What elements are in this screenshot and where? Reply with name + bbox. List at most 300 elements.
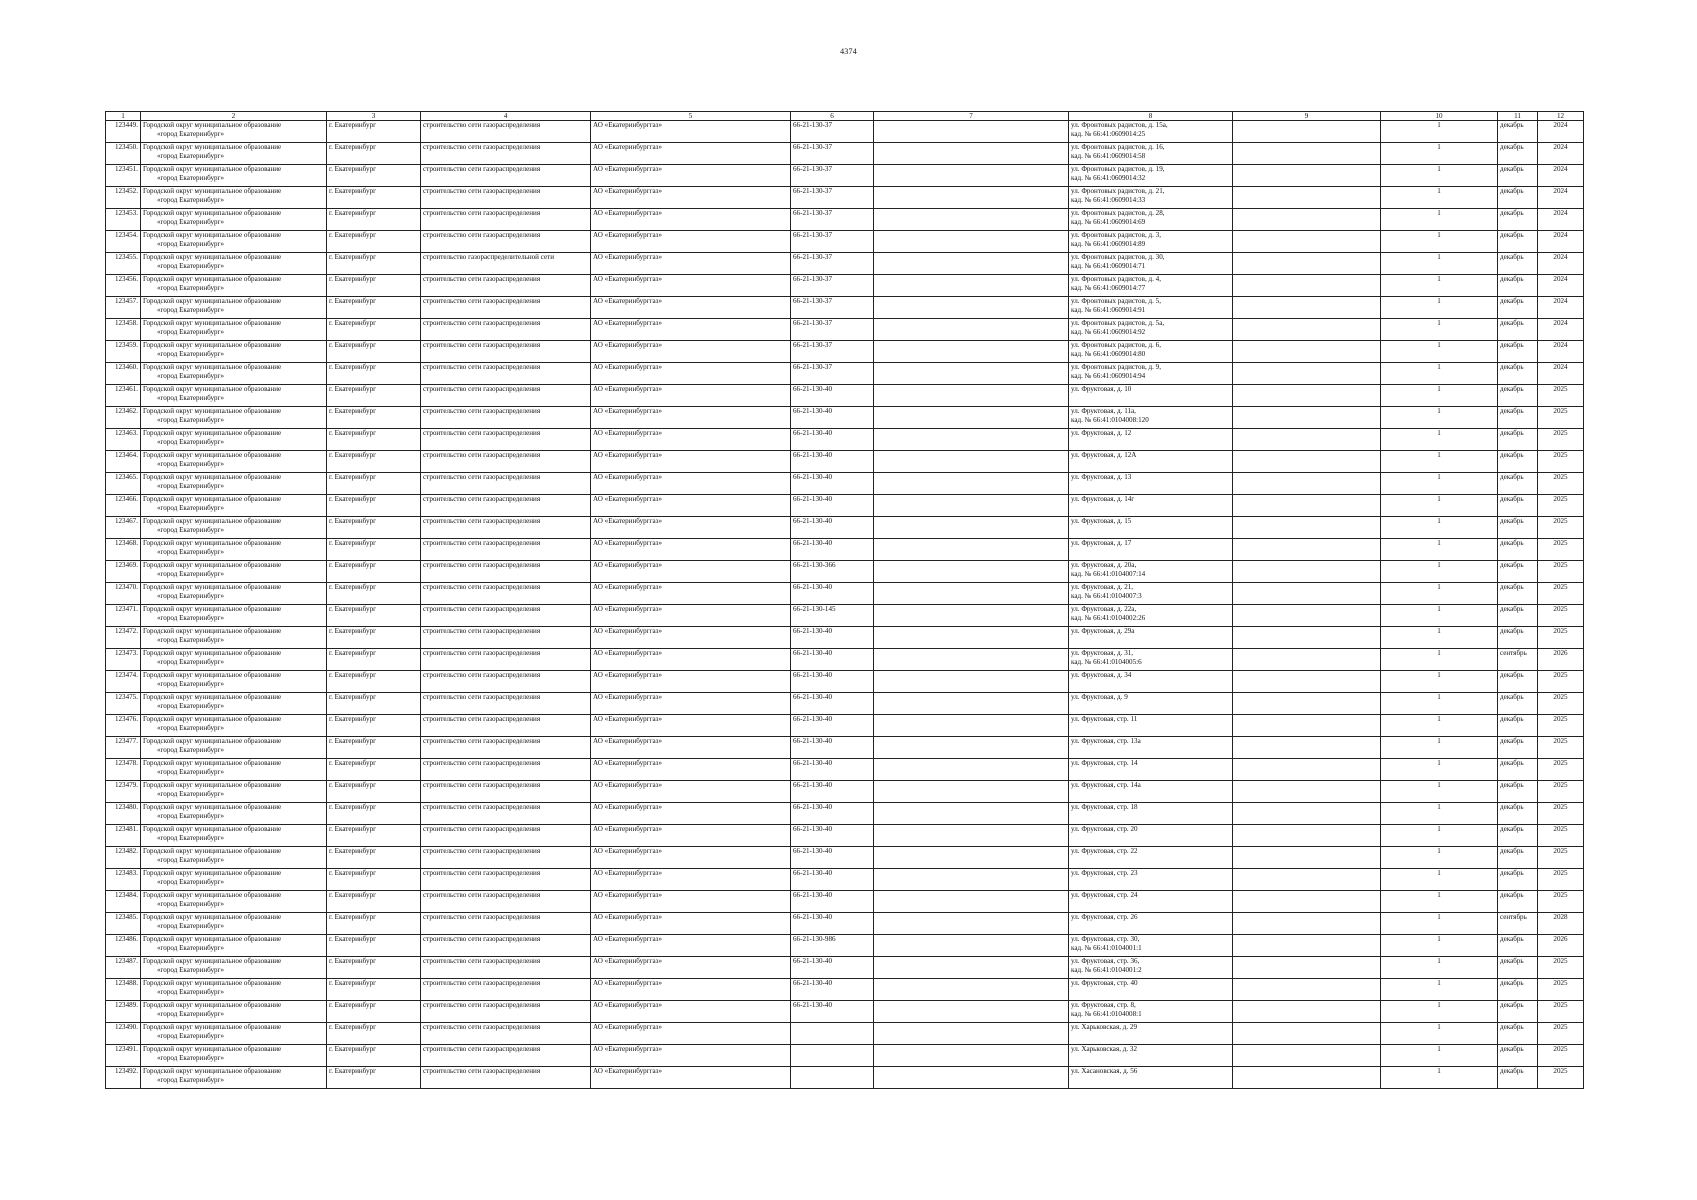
address-cell	[1069, 143, 1233, 165]
address-line-1: ул. Фронтовых радистов, д. 5,	[1071, 297, 1161, 305]
year-cell: 2024	[1538, 275, 1584, 297]
address-cell	[1069, 627, 1233, 649]
municipality-line-2: «город Екатеринбург»	[157, 921, 225, 930]
code-cell: 66-21-130-37	[791, 275, 874, 297]
table-row	[106, 693, 1584, 715]
column-9-cell	[1233, 583, 1381, 605]
municipality-line-1: Городской округ муниципальное образование	[143, 693, 282, 701]
column-7-cell	[874, 561, 1069, 583]
column-7-cell	[874, 759, 1069, 781]
month-cell: декабрь	[1498, 715, 1538, 737]
municipality-line-1: Городской округ муниципальное образование	[143, 869, 282, 877]
column-7-cell	[874, 363, 1069, 385]
column-9-cell	[1233, 1001, 1381, 1023]
table-row	[106, 1001, 1584, 1023]
month-cell: декабрь	[1498, 583, 1538, 605]
municipality-cell	[141, 803, 327, 825]
year-cell: 2025	[1538, 627, 1584, 649]
locality-cell: г. Екатеринбург	[327, 297, 421, 319]
count-cell: 1	[1381, 517, 1498, 539]
table-row	[106, 1045, 1584, 1067]
municipality-cell	[141, 1001, 327, 1023]
month-cell: сентябрь	[1498, 913, 1538, 935]
municipality-line-1: Городской округ муниципальное образование	[143, 231, 282, 239]
work-type-cell: строительство сети газораспределения	[421, 1001, 591, 1023]
organization-cell: АО «Екатеринбурггаз»	[591, 429, 791, 451]
cadastral-number: кад. № 66:41:0609014:94	[1071, 371, 1146, 380]
municipality-line-2: «город Екатеринбург»	[157, 503, 225, 512]
row-number: 123492.	[106, 1067, 141, 1089]
address-cell	[1069, 583, 1233, 605]
table-row	[106, 825, 1584, 847]
table-row	[106, 847, 1584, 869]
table-row	[106, 297, 1584, 319]
organization-cell: АО «Екатеринбурггаз»	[591, 319, 791, 341]
year-cell: 2025	[1538, 1067, 1584, 1089]
cadastral-number: кад. № 66:41:0609014:91	[1071, 305, 1146, 314]
municipality-cell	[141, 319, 327, 341]
column-7-cell	[874, 385, 1069, 407]
municipality-cell	[141, 693, 327, 715]
year-cell: 2025	[1538, 517, 1584, 539]
address-line-1: ул. Хасановская, д. 56	[1071, 1067, 1138, 1075]
municipality-line-2: «город Екатеринбург»	[157, 1075, 225, 1084]
work-type-cell: строительство сети газораспределения	[421, 187, 591, 209]
count-cell: 1	[1381, 935, 1498, 957]
organization-cell: АО «Екатеринбурггаз»	[591, 451, 791, 473]
work-type-cell: строительство сети газораспределения	[421, 715, 591, 737]
table-row	[106, 165, 1584, 187]
municipality-line-2: «город Екатеринбург»	[157, 635, 225, 644]
count-cell: 1	[1381, 165, 1498, 187]
locality-cell: г. Екатеринбург	[327, 539, 421, 561]
code-cell: 66-21-130-40	[791, 693, 874, 715]
municipality-line-1: Городской округ муниципальное образование	[143, 297, 282, 305]
municipality-cell	[141, 297, 327, 319]
table-row	[106, 341, 1584, 363]
organization-cell: АО «Екатеринбурггаз»	[591, 539, 791, 561]
year-cell: 2025	[1538, 979, 1584, 1001]
row-number: 123487.	[106, 957, 141, 979]
month-cell: декабрь	[1498, 407, 1538, 429]
code-cell: 66-21-130-37	[791, 363, 874, 385]
municipality-line-1: Городской округ муниципальное образование	[143, 803, 282, 811]
row-number: 123460.	[106, 363, 141, 385]
locality-cell: г. Екатеринбург	[327, 957, 421, 979]
month-cell: декабрь	[1498, 891, 1538, 913]
column-7-cell	[874, 1023, 1069, 1045]
month-cell: декабрь	[1498, 429, 1538, 451]
municipality-line-2: «город Екатеринбург»	[157, 393, 225, 402]
month-cell: декабрь	[1498, 759, 1538, 781]
table-row	[106, 385, 1584, 407]
count-cell: 1	[1381, 693, 1498, 715]
organization-cell: АО «Екатеринбурггаз»	[591, 495, 791, 517]
municipality-line-2: «город Екатеринбург»	[157, 261, 225, 270]
column-7-cell	[874, 539, 1069, 561]
address-cell	[1069, 319, 1233, 341]
address-line-1: ул. Фруктовая, д. 13	[1071, 473, 1132, 481]
code-cell: 66-21-130-40	[791, 957, 874, 979]
municipality-line-2: «город Екатеринбург»	[157, 789, 225, 798]
column-7-cell	[874, 583, 1069, 605]
year-cell: 2024	[1538, 165, 1584, 187]
row-number: 123485.	[106, 913, 141, 935]
cadastral-number: кад. № 66:41:0104008:120	[1071, 415, 1149, 424]
row-number: 123452.	[106, 187, 141, 209]
month-cell: декабрь	[1498, 539, 1538, 561]
municipality-line-1: Городской округ муниципальное образование	[143, 517, 282, 525]
municipality-cell	[141, 143, 327, 165]
address-cell	[1069, 385, 1233, 407]
table-row	[106, 913, 1584, 935]
table-row	[106, 231, 1584, 253]
work-type-cell: строительство сети газораспределения	[421, 143, 591, 165]
organization-cell: АО «Екатеринбурггаз»	[591, 1045, 791, 1067]
table-row	[106, 715, 1584, 737]
municipality-line-2: «город Екатеринбург»	[157, 811, 225, 820]
work-type-cell: строительство сети газораспределения	[421, 935, 591, 957]
municipality-line-2: «город Екатеринбург»	[157, 1053, 225, 1062]
municipality-line-2: «город Екатеринбург»	[157, 1009, 225, 1018]
locality-cell: г. Екатеринбург	[327, 319, 421, 341]
column-9-cell	[1233, 121, 1381, 143]
cadastral-number: кад. № 66:41:0609014:89	[1071, 239, 1146, 248]
table-row	[106, 759, 1584, 781]
address-cell	[1069, 297, 1233, 319]
work-type-cell: строительство сети газораспределения	[421, 759, 591, 781]
column-9-cell	[1233, 253, 1381, 275]
table-row	[106, 781, 1584, 803]
count-cell: 1	[1381, 759, 1498, 781]
cadastral-number: кад. № 66:41:0609014:92	[1071, 327, 1146, 336]
municipality-line-1: Городской округ муниципальное образование	[143, 759, 282, 767]
year-cell: 2025	[1538, 429, 1584, 451]
municipality-line-1: Городской округ муниципальное образование	[143, 1067, 282, 1075]
column-9-cell	[1233, 935, 1381, 957]
address-line-1: ул. Фронтовых радистов, д. 19,	[1071, 165, 1165, 173]
column-9-cell	[1233, 803, 1381, 825]
locality-cell: г. Екатеринбург	[327, 627, 421, 649]
month-cell: декабрь	[1498, 385, 1538, 407]
organization-cell: АО «Екатеринбурггаз»	[591, 385, 791, 407]
address-cell	[1069, 121, 1233, 143]
column-9-cell	[1233, 781, 1381, 803]
municipality-cell	[141, 121, 327, 143]
table-row	[106, 1067, 1584, 1089]
column-9-cell	[1233, 561, 1381, 583]
column-9-cell	[1233, 649, 1381, 671]
table-row	[106, 473, 1584, 495]
count-cell: 1	[1381, 1067, 1498, 1089]
locality-cell: г. Екатеринбург	[327, 363, 421, 385]
address-cell	[1069, 759, 1233, 781]
count-cell: 1	[1381, 473, 1498, 495]
municipality-line-1: Городской округ муниципальное образование	[143, 407, 282, 415]
cadastral-number: кад. № 66:41:0104001:2	[1071, 965, 1142, 974]
work-type-cell: строительство сети газораспределения	[421, 121, 591, 143]
municipality-line-1: Городской округ муниципальное образование	[143, 715, 282, 723]
table-row	[106, 121, 1584, 143]
locality-cell: г. Екатеринбург	[327, 935, 421, 957]
row-number: 123484.	[106, 891, 141, 913]
address-line-1: ул. Фруктовая, д. 31,	[1071, 649, 1134, 657]
cadastral-number: кад. № 66:41:0609014:80	[1071, 349, 1146, 358]
column-9-cell	[1233, 693, 1381, 715]
municipality-cell	[141, 649, 327, 671]
municipality-cell	[141, 495, 327, 517]
locality-cell: г. Екатеринбург	[327, 891, 421, 913]
work-type-cell: строительство газораспределительной сети	[421, 253, 591, 275]
column-9-cell	[1233, 957, 1381, 979]
municipality-cell	[141, 583, 327, 605]
table-row	[106, 539, 1584, 561]
code-cell: 66-21-130-40	[791, 781, 874, 803]
municipality-line-2: «город Екатеринбург»	[157, 987, 225, 996]
locality-cell: г. Екатеринбург	[327, 979, 421, 1001]
column-9-cell	[1233, 275, 1381, 297]
municipality-line-2: «город Екатеринбург»	[157, 195, 225, 204]
column-header-5: 5	[591, 112, 791, 121]
table-row	[106, 209, 1584, 231]
year-cell: 2024	[1538, 341, 1584, 363]
municipality-cell	[141, 979, 327, 1001]
column-7-cell	[874, 605, 1069, 627]
code-cell: 66-21-130-37	[791, 341, 874, 363]
organization-cell: АО «Екатеринбурггаз»	[591, 957, 791, 979]
count-cell: 1	[1381, 407, 1498, 429]
organization-cell: АО «Екатеринбурггаз»	[591, 803, 791, 825]
locality-cell: г. Екатеринбург	[327, 803, 421, 825]
organization-cell: АО «Екатеринбурггаз»	[591, 253, 791, 275]
address-cell	[1069, 209, 1233, 231]
table-row	[106, 583, 1584, 605]
municipality-cell	[141, 913, 327, 935]
code-cell: 66-21-130-37	[791, 121, 874, 143]
municipality-line-2: «город Екатеринбург»	[157, 327, 225, 336]
locality-cell: г. Екатеринбург	[327, 121, 421, 143]
address-line-1: ул. Фруктовая, д. 21,	[1071, 583, 1134, 591]
municipality-line-2: «город Екатеринбург»	[157, 657, 225, 666]
column-7-cell	[874, 825, 1069, 847]
column-7-cell	[874, 319, 1069, 341]
month-cell: декабрь	[1498, 473, 1538, 495]
work-type-cell: строительство сети газораспределения	[421, 781, 591, 803]
year-cell: 2025	[1538, 825, 1584, 847]
organization-cell: АО «Екатеринбурггаз»	[591, 1023, 791, 1045]
locality-cell: г. Екатеринбург	[327, 165, 421, 187]
column-9-cell	[1233, 759, 1381, 781]
address-line-1: ул. Фруктовая, д. 17	[1071, 539, 1132, 547]
municipality-line-1: Городской округ муниципальное образование	[143, 363, 282, 371]
code-cell: 66-21-130-40	[791, 759, 874, 781]
table-row	[106, 649, 1584, 671]
cadastral-number: кад. № 66:41:0104007:3	[1071, 591, 1142, 600]
organization-cell: АО «Екатеринбурггаз»	[591, 847, 791, 869]
column-header-11: 11	[1498, 112, 1538, 121]
address-cell	[1069, 275, 1233, 297]
address-line-1: ул. Фруктовая, д. 12А	[1071, 451, 1137, 459]
month-cell: декабрь	[1498, 627, 1538, 649]
municipality-line-2: «город Екатеринбург»	[157, 481, 225, 490]
locality-cell: г. Екатеринбург	[327, 407, 421, 429]
column-9-cell	[1233, 319, 1381, 341]
year-cell: 2025	[1538, 869, 1584, 891]
cadastral-number: кад. № 66:41:0609014:32	[1071, 173, 1146, 182]
code-cell: 66-21-130-40	[791, 407, 874, 429]
month-cell: декабрь	[1498, 561, 1538, 583]
work-type-cell: строительство сети газораспределения	[421, 869, 591, 891]
table-row	[106, 869, 1584, 891]
row-number: 123451.	[106, 165, 141, 187]
municipality-line-2: «город Екатеринбург»	[157, 965, 225, 974]
row-number: 123466.	[106, 495, 141, 517]
work-type-cell: строительство сети газораспределения	[421, 583, 591, 605]
count-cell: 1	[1381, 869, 1498, 891]
address-line-1: ул. Фронтовых радистов, д. 30,	[1071, 253, 1165, 261]
municipality-line-1: Городской округ муниципальное образование	[143, 671, 282, 679]
municipality-cell	[141, 715, 327, 737]
municipality-cell	[141, 759, 327, 781]
cadastral-number: кад. № 66:41:0609014:33	[1071, 195, 1146, 204]
year-cell: 2026	[1538, 935, 1584, 957]
row-number: 123449.	[106, 121, 141, 143]
month-cell: декабрь	[1498, 495, 1538, 517]
count-cell: 1	[1381, 253, 1498, 275]
count-cell: 1	[1381, 143, 1498, 165]
address-line-1: ул. Харьковская, д. 32	[1071, 1045, 1138, 1053]
work-type-cell: строительство сети газораспределения	[421, 605, 591, 627]
address-line-1: ул. Фронтовых радистов, д. 6,	[1071, 341, 1161, 349]
work-type-cell: строительство сети газораспределения	[421, 473, 591, 495]
municipality-line-1: Городской округ муниципальное образование	[143, 957, 282, 965]
row-number: 123489.	[106, 1001, 141, 1023]
count-cell: 1	[1381, 825, 1498, 847]
municipality-line-2: «город Екатеринбург»	[157, 701, 225, 710]
column-header-8: 8	[1069, 112, 1233, 121]
count-cell: 1	[1381, 429, 1498, 451]
locality-cell: г. Екатеринбург	[327, 649, 421, 671]
column-7-cell	[874, 517, 1069, 539]
work-type-cell: строительство сети газораспределения	[421, 649, 591, 671]
column-9-cell	[1233, 847, 1381, 869]
column-9-cell	[1233, 825, 1381, 847]
table-row	[106, 627, 1584, 649]
column-9-cell	[1233, 913, 1381, 935]
table-row	[106, 275, 1584, 297]
code-cell: 66-21-130-37	[791, 253, 874, 275]
month-cell: декабрь	[1498, 781, 1538, 803]
column-header-7: 7	[874, 112, 1069, 121]
column-9-cell	[1233, 165, 1381, 187]
month-cell: декабрь	[1498, 363, 1538, 385]
count-cell: 1	[1381, 649, 1498, 671]
column-7-cell	[874, 407, 1069, 429]
count-cell: 1	[1381, 341, 1498, 363]
address-cell	[1069, 517, 1233, 539]
address-cell	[1069, 869, 1233, 891]
count-cell: 1	[1381, 319, 1498, 341]
municipality-line-1: Городской округ муниципальное образование	[143, 121, 282, 129]
address-line-1: ул. Фруктовая, д. 11а,	[1071, 407, 1136, 415]
row-number: 123450.	[106, 143, 141, 165]
municipality-line-1: Городской округ муниципальное образование	[143, 1001, 282, 1009]
organization-cell: АО «Екатеринбурггаз»	[591, 693, 791, 715]
year-cell: 2024	[1538, 209, 1584, 231]
count-cell: 1	[1381, 363, 1498, 385]
year-cell: 2025	[1538, 583, 1584, 605]
municipality-cell	[141, 253, 327, 275]
municipality-line-2: «город Екатеринбург»	[157, 745, 225, 754]
cadastral-number: кад. № 66:41:0609014:69	[1071, 217, 1146, 226]
month-cell: декабрь	[1498, 869, 1538, 891]
count-cell: 1	[1381, 451, 1498, 473]
address-line-1: ул. Фруктовая, д. 34	[1071, 671, 1132, 679]
year-cell: 2025	[1538, 693, 1584, 715]
locality-cell: г. Екатеринбург	[327, 275, 421, 297]
municipality-line-1: Городской округ муниципальное образование	[143, 605, 282, 613]
municipality-cell	[141, 1045, 327, 1067]
cadastral-number: кад. № 66:41:0104008:1	[1071, 1009, 1142, 1018]
municipality-cell	[141, 187, 327, 209]
year-cell: 2024	[1538, 253, 1584, 275]
column-7-cell	[874, 1067, 1069, 1089]
month-cell: декабрь	[1498, 165, 1538, 187]
organization-cell: АО «Екатеринбурггаз»	[591, 1001, 791, 1023]
row-number: 123480.	[106, 803, 141, 825]
cadastral-number: кад. № 66:41:0104002:26	[1071, 613, 1146, 622]
column-9-cell	[1233, 297, 1381, 319]
municipality-cell	[141, 363, 327, 385]
column-9-cell	[1233, 671, 1381, 693]
municipality-line-1: Городской округ муниципальное образование	[143, 737, 282, 745]
code-cell: 66-21-130-40	[791, 649, 874, 671]
column-9-cell	[1233, 473, 1381, 495]
address-line-1: ул. Фруктовая, стр. 30,	[1071, 935, 1140, 943]
count-cell: 1	[1381, 671, 1498, 693]
organization-cell: АО «Екатеринбурггаз»	[591, 297, 791, 319]
month-cell: декабрь	[1498, 605, 1538, 627]
work-type-cell: строительство сети газораспределения	[421, 803, 591, 825]
locality-cell: г. Екатеринбург	[327, 451, 421, 473]
column-7-cell	[874, 847, 1069, 869]
column-header-10: 10	[1381, 112, 1498, 121]
table-row	[106, 957, 1584, 979]
address-cell	[1069, 473, 1233, 495]
column-7-cell	[874, 781, 1069, 803]
locality-cell: г. Екатеринбург	[327, 671, 421, 693]
organization-cell: АО «Екатеринбурггаз»	[591, 143, 791, 165]
organization-cell: АО «Екатеринбурггаз»	[591, 649, 791, 671]
year-cell: 2025	[1538, 715, 1584, 737]
address-line-1: ул. Фронтовых радистов, д. 4,	[1071, 275, 1161, 283]
year-cell: 2026	[1538, 649, 1584, 671]
work-type-cell: строительство сети газораспределения	[421, 1045, 591, 1067]
work-type-cell: строительство сети газораспределения	[421, 341, 591, 363]
year-cell: 2025	[1538, 1023, 1584, 1045]
column-7-cell	[874, 1001, 1069, 1023]
organization-cell: АО «Екатеринбурггаз»	[591, 1067, 791, 1089]
locality-cell: г. Екатеринбург	[327, 737, 421, 759]
count-cell: 1	[1381, 913, 1498, 935]
work-type-cell: строительство сети газораспределения	[421, 231, 591, 253]
column-7-cell	[874, 297, 1069, 319]
organization-cell: АО «Екатеринбурггаз»	[591, 825, 791, 847]
locality-cell: г. Екатеринбург	[327, 1023, 421, 1045]
count-cell: 1	[1381, 275, 1498, 297]
month-cell: декабрь	[1498, 803, 1538, 825]
organization-cell: АО «Екатеринбурггаз»	[591, 517, 791, 539]
